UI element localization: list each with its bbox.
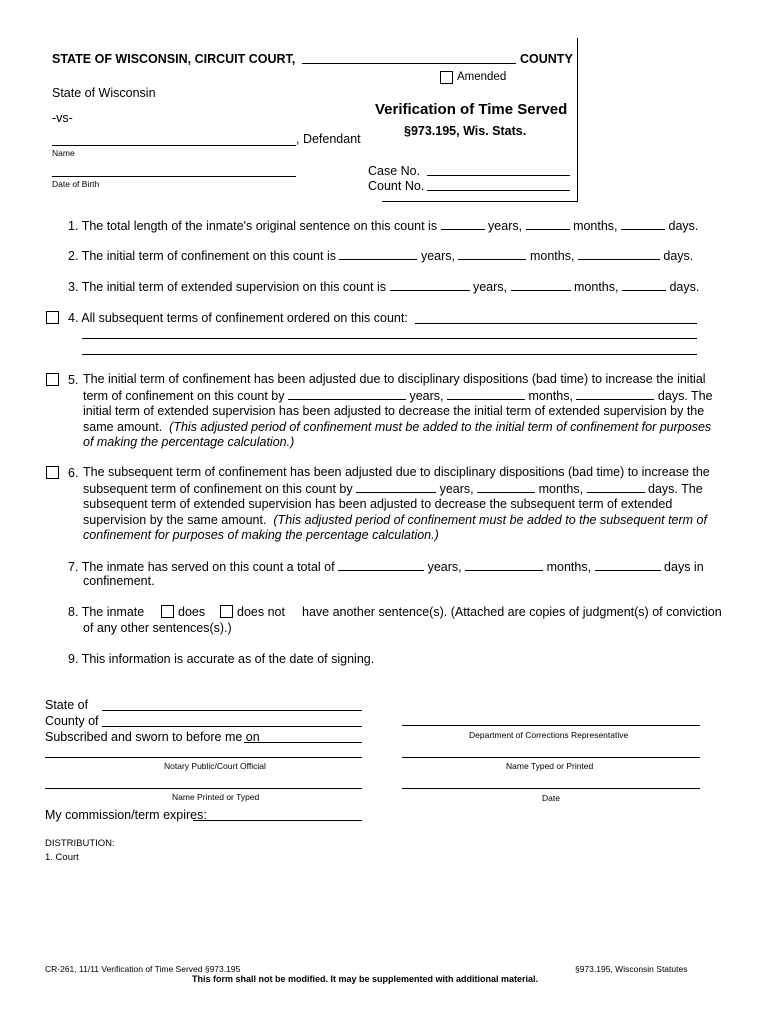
commission-label: My commission/term expires: (45, 808, 207, 822)
item-3-days-field[interactable] (622, 279, 666, 291)
does-not-label: does not (237, 605, 285, 619)
item-6-days-field[interactable] (587, 481, 645, 493)
footer-notice: This form shall not be modified. It may be supplemented with additional material. (192, 974, 539, 984)
count-no-label: Count No. (368, 179, 425, 193)
item-8-lead: 8. The inmate (68, 605, 145, 619)
dob-label: Date of Birth (52, 179, 100, 189)
footer-statutes: §973.195, Wisconsin Statutes (575, 964, 688, 974)
item-8-line-2: of any other sentences(s).) (83, 621, 232, 635)
item-1: 1. The total length of the inmate's original sentence on this count is years, months, days. (68, 219, 699, 233)
county-label: COUNTY (520, 52, 573, 66)
item-4: 4. All subsequent terms of confinement ordered on this count: (68, 311, 408, 325)
item-2-years-field[interactable] (339, 248, 417, 260)
item-4-line-2[interactable] (82, 338, 697, 339)
notary-signature-line[interactable] (45, 757, 362, 758)
vs-label: -vs- (52, 111, 73, 125)
item-5-months-field[interactable] (447, 388, 525, 400)
item-4-line-1[interactable] (415, 323, 697, 324)
name-typed-line[interactable] (402, 757, 700, 758)
distribution-title: DISTRIBUTION: (45, 838, 115, 849)
distribution-item-1: 1. Court (45, 852, 79, 863)
item-3-months-field[interactable] (511, 279, 571, 291)
item-3-years-field[interactable] (390, 279, 470, 291)
name-typed-label: Name Typed or Printed (506, 761, 594, 771)
court-prefix: STATE OF WISCONSIN, CIRCUIT COURT, (52, 52, 296, 66)
item-5-days-field[interactable] (576, 388, 654, 400)
case-no-field[interactable] (427, 175, 570, 176)
item-7: 7. The inmate has served on this count a total of years, months, days in (68, 560, 704, 574)
item-6-months-field[interactable] (477, 481, 535, 493)
amended-label: Amended (457, 71, 507, 83)
county-of-field[interactable] (102, 726, 362, 727)
form-id: CR-261, 11/11 Verification of Time Served §973.195 (45, 964, 241, 974)
item-2: 2. The initial term of confinement on this count is years, months, days. (68, 249, 694, 263)
item-6-num: 6. (68, 466, 79, 480)
commission-field[interactable] (193, 820, 362, 821)
item-1-years-field[interactable] (441, 218, 485, 230)
name-label: Name (52, 148, 75, 158)
amended-checkbox[interactable] (440, 71, 453, 84)
item-7-years-field[interactable] (338, 559, 424, 571)
form-statute: §973.195, Wis. Stats. (404, 124, 527, 138)
item-6-checkbox[interactable] (46, 466, 59, 479)
form-title: Verification of Time Served (375, 101, 568, 118)
county-of-label: County of (45, 714, 99, 728)
item-1-months-field[interactable] (526, 218, 570, 230)
item-9: 9. This information is accurate as of the date of signing. (68, 652, 375, 666)
item-5-checkbox[interactable] (46, 373, 59, 386)
does-not-checkbox[interactable] (220, 605, 233, 618)
case-no-label: Case No. (368, 164, 421, 178)
item-6-years-field[interactable] (356, 481, 436, 493)
item-2-days-field[interactable] (578, 248, 660, 260)
sworn-date-field[interactable] (244, 742, 362, 743)
date-line[interactable] (402, 788, 700, 789)
defendant-name-field[interactable] (52, 145, 296, 146)
plaintiff: State of Wisconsin (52, 86, 156, 100)
item-2-months-field[interactable] (458, 248, 526, 260)
item-6: The subsequent term of confinement has been adjusted due to disciplinary dispositions (bad time) to increase the subsequent term of confinement on this count by years, months, days. The subsequent term of extended supervision has been adjusted to decrease the subsequent term of extended supervision by the same amount. (This adjusted period of confinement must be added to the subsequent term of confinement for purposes of making the percentage calculation.) (83, 465, 710, 542)
doc-rep-label: Department of Corrections Representative (469, 730, 629, 740)
does-label: does (178, 605, 206, 619)
item-3: 3. The initial term of extended supervision on this count is years, months, days. (68, 280, 700, 294)
state-of-label: State of (45, 698, 89, 712)
header-bottom-rule (382, 201, 578, 202)
defendant-label: , Defendant (296, 132, 361, 146)
notary-label: Notary Public/Court Official (164, 761, 266, 771)
name-printed-label: Name Printed or Typed (172, 792, 260, 802)
county-field[interactable] (302, 63, 516, 64)
name-printed-line[interactable] (45, 788, 362, 789)
item-7-days-field[interactable] (595, 559, 661, 571)
doc-rep-signature-line[interactable] (402, 725, 700, 726)
item-4-line-3[interactable] (82, 354, 697, 355)
item-7-months-field[interactable] (465, 559, 543, 571)
item-5: The initial term of confinement has been adjusted due to disciplinary dispositions (bad time) to increase the initial term of confinement on this count by years, months, days. The initial term of extended supervision has been adjusted to decrease the initial term of extended supervision by the same amount. (This adjusted period of confinement must be added to the initial term of confinement for purposes of making the percentage calculation.) (83, 372, 713, 449)
does-checkbox[interactable] (161, 605, 174, 618)
item-4-checkbox[interactable] (46, 311, 59, 324)
item-5-num: 5. (68, 373, 79, 387)
item-1-days-field[interactable] (621, 218, 665, 230)
item-5-years-field[interactable] (288, 388, 406, 400)
header-vertical-rule (577, 38, 578, 201)
item-8-rest: have another sentence(s). (Attached are copies of judgment(s) of conviction (302, 605, 722, 619)
state-of-field[interactable] (102, 710, 362, 711)
count-no-field[interactable] (427, 190, 570, 191)
item-7-line-2: confinement. (83, 574, 155, 588)
sworn-label: Subscribed and sworn to before me on (45, 730, 260, 744)
date-label: Date (542, 793, 560, 803)
dob-field[interactable] (52, 176, 296, 177)
